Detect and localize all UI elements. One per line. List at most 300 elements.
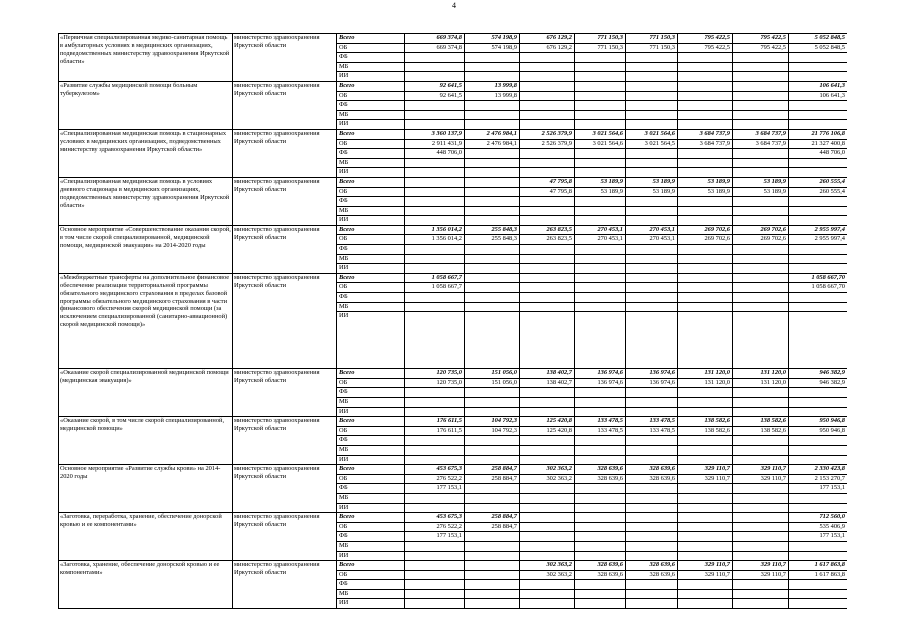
year-value-cell: 138 402,7: [520, 378, 575, 388]
year-value-cell: [678, 120, 733, 130]
total-value-cell: 950 946,8: [789, 417, 848, 427]
year-value-cell: 669 374,8: [405, 43, 465, 53]
year-value-cell: [465, 455, 520, 465]
year-value-cell: [626, 273, 678, 283]
year-value-cell: [520, 407, 575, 417]
year-value-cell: [520, 484, 575, 494]
year-value-cell: 3 684 737,9: [733, 139, 789, 149]
year-value-cell: [465, 177, 520, 187]
year-value-cell: [405, 62, 465, 72]
year-value-cell: [405, 445, 465, 455]
year-value-cell: [626, 445, 678, 455]
year-value-cell: 276 522,2: [405, 474, 465, 484]
funding-source: Всего: [337, 177, 405, 187]
year-value-cell: [465, 197, 520, 207]
year-value-cell: [405, 168, 465, 178]
year-value-cell: 53 189,9: [575, 187, 626, 197]
total-value-cell: 260 555,4: [789, 187, 848, 197]
total-value-cell: [789, 388, 848, 398]
year-value-cell: [465, 436, 520, 446]
year-value-cell: [520, 388, 575, 398]
year-value-cell: [465, 589, 520, 599]
year-value-cell: 53 189,9: [626, 187, 678, 197]
executor-name: министерство здравоохранения Иркутской области: [233, 369, 337, 417]
funding-source: Всего: [337, 81, 405, 91]
year-value-cell: 270 453,1: [626, 235, 678, 245]
activity-name: «Заготовка, переработка, хранение, обеспечение донорской кровью и ее компонентами»: [59, 513, 233, 561]
year-value-cell: 795 422,5: [733, 43, 789, 53]
year-value-cell: [626, 254, 678, 264]
year-value-cell: [626, 589, 678, 599]
year-value-cell: 255 848,3: [465, 235, 520, 245]
executor-name: министерство здравоохранения Иркутской области: [233, 81, 337, 129]
year-value-cell: 53 189,9: [733, 177, 789, 187]
year-value-cell: [405, 254, 465, 264]
year-value-cell: [678, 302, 733, 312]
year-value-cell: 138 582,6: [733, 417, 789, 427]
total-value-cell: [789, 216, 848, 226]
year-value-cell: 13 999,8: [465, 91, 520, 101]
year-value-cell: [575, 455, 626, 465]
year-value-cell: [520, 149, 575, 159]
year-value-cell: [678, 197, 733, 207]
year-value-cell: [575, 302, 626, 312]
total-value-cell: 260 555,4: [789, 177, 848, 187]
year-value-cell: [520, 158, 575, 168]
total-value-cell: [789, 589, 848, 599]
executor-name: министерство здравоохранения Иркутской области: [233, 561, 337, 609]
year-value-cell: 133 478,5: [575, 417, 626, 427]
year-value-cell: [405, 216, 465, 226]
budget-table-body: [59, 34, 848, 609]
funding-source: ОБ: [337, 283, 405, 293]
year-value-cell: [626, 91, 678, 101]
year-value-cell: [626, 216, 678, 226]
total-value-cell: [789, 293, 848, 303]
total-value-cell: 535 406,9: [789, 522, 848, 532]
year-value-cell: 3 684 737,9: [678, 139, 733, 149]
year-value-cell: [405, 436, 465, 446]
year-value-cell: [626, 168, 678, 178]
total-value-cell: [789, 312, 848, 369]
total-value-cell: [789, 53, 848, 63]
year-value-cell: 258 884,7: [465, 474, 520, 484]
year-value-cell: [733, 216, 789, 226]
table-row: [59, 177, 848, 187]
year-value-cell: [626, 455, 678, 465]
activity-name: Основное мероприятие «Совершенствование оказания скорой, в том числе скорой специализированной, медицинской помощи, медицинской эвакуации» на 2014-2020 годы: [59, 225, 233, 273]
year-value-cell: [733, 484, 789, 494]
year-value-cell: [465, 407, 520, 417]
budget-table-sheet: [58, 33, 847, 630]
year-value-cell: 1 058 667,7: [405, 283, 465, 293]
funding-source: МБ: [337, 302, 405, 312]
year-value-cell: 270 453,1: [575, 235, 626, 245]
year-value-cell: 302 363,2: [520, 474, 575, 484]
year-value-cell: [678, 91, 733, 101]
total-value-cell: [789, 245, 848, 255]
year-value-cell: [626, 53, 678, 63]
year-value-cell: 176 611,5: [405, 417, 465, 427]
year-value-cell: [678, 551, 733, 561]
year-value-cell: 3 021 564,5: [626, 139, 678, 149]
year-value-cell: 258 884,7: [465, 522, 520, 532]
funding-source: Всего: [337, 513, 405, 523]
year-value-cell: [405, 493, 465, 503]
funding-source: ФБ: [337, 580, 405, 590]
year-value-cell: [678, 110, 733, 120]
funding-source: ФБ: [337, 149, 405, 159]
year-value-cell: 269 702,6: [678, 235, 733, 245]
year-value-cell: [520, 254, 575, 264]
year-value-cell: [465, 445, 520, 455]
year-value-cell: [465, 493, 520, 503]
year-value-cell: 453 675,3: [405, 465, 465, 475]
year-value-cell: [520, 589, 575, 599]
year-value-cell: 255 848,3: [465, 225, 520, 235]
year-value-cell: [626, 484, 678, 494]
year-value-cell: [678, 81, 733, 91]
year-value-cell: 131 120,0: [733, 378, 789, 388]
year-value-cell: [626, 513, 678, 523]
activity-name: «Межбюджетные трансферты на дополнительное финансовое обеспечение реализации территориальной программы обязательного медицинского страхования в пределах базовой программы обязательного медицинского страхования в части финансового обеспечения скорой медицинской помощи (за исключением специализированной (санитарно-авиационной) скорой медицинской помощи)»: [59, 273, 233, 368]
year-value-cell: [575, 513, 626, 523]
year-value-cell: [575, 580, 626, 590]
year-value-cell: [405, 110, 465, 120]
year-value-cell: 302 363,2: [520, 570, 575, 580]
year-value-cell: [465, 206, 520, 216]
year-value-cell: 92 641,5: [405, 91, 465, 101]
year-value-cell: [733, 599, 789, 609]
year-value-cell: [575, 293, 626, 303]
year-value-cell: 47 795,8: [520, 177, 575, 187]
year-value-cell: [405, 561, 465, 571]
year-value-cell: [626, 503, 678, 513]
year-value-cell: [678, 388, 733, 398]
total-value-cell: [789, 541, 848, 551]
year-value-cell: [626, 120, 678, 130]
year-value-cell: [465, 62, 520, 72]
year-value-cell: [405, 187, 465, 197]
funding-source: МБ: [337, 206, 405, 216]
year-value-cell: 1 356 014,2: [405, 235, 465, 245]
year-value-cell: [733, 149, 789, 159]
year-value-cell: [733, 312, 789, 369]
year-value-cell: [678, 407, 733, 417]
year-value-cell: 328 639,6: [575, 570, 626, 580]
year-value-cell: 120 735,0: [405, 369, 465, 379]
year-value-cell: 177 153,1: [405, 484, 465, 494]
year-value-cell: [626, 81, 678, 91]
year-value-cell: [575, 91, 626, 101]
year-value-cell: 136 974,6: [575, 378, 626, 388]
year-value-cell: [465, 149, 520, 159]
year-value-cell: [678, 53, 733, 63]
funding-source: ИИ: [337, 455, 405, 465]
table-row: [59, 81, 848, 91]
year-value-cell: [465, 273, 520, 283]
total-value-cell: 1 617 863,8: [789, 570, 848, 580]
year-value-cell: [678, 455, 733, 465]
year-value-cell: 574 198,9: [465, 34, 520, 44]
year-value-cell: [575, 62, 626, 72]
year-value-cell: [678, 513, 733, 523]
year-value-cell: 448 706,0: [405, 149, 465, 159]
year-value-cell: [575, 120, 626, 130]
activity-name: «Развитие службы медицинской помощи больным туберкулезом»: [59, 81, 233, 129]
year-value-cell: [678, 149, 733, 159]
year-value-cell: [626, 62, 678, 72]
funding-source: ИИ: [337, 120, 405, 130]
funding-source: ИИ: [337, 503, 405, 513]
year-value-cell: [575, 312, 626, 369]
funding-source: ИИ: [337, 407, 405, 417]
year-value-cell: [733, 407, 789, 417]
year-value-cell: [405, 245, 465, 255]
year-value-cell: [678, 254, 733, 264]
year-value-cell: 669 374,8: [405, 34, 465, 44]
year-value-cell: 329 110,7: [678, 474, 733, 484]
funding-source: МБ: [337, 62, 405, 72]
year-value-cell: 328 639,6: [626, 570, 678, 580]
year-value-cell: [465, 302, 520, 312]
year-value-cell: [405, 388, 465, 398]
total-value-cell: [789, 455, 848, 465]
funding-source: МБ: [337, 541, 405, 551]
year-value-cell: [575, 149, 626, 159]
total-value-cell: [789, 407, 848, 417]
total-value-cell: 1 058 667,70: [789, 283, 848, 293]
table-row: [59, 129, 848, 139]
funding-source: ОБ: [337, 522, 405, 532]
funding-source: Всего: [337, 561, 405, 571]
year-value-cell: [626, 493, 678, 503]
year-value-cell: [678, 580, 733, 590]
year-value-cell: [520, 436, 575, 446]
year-value-cell: 3 021 564,6: [626, 129, 678, 139]
year-value-cell: [733, 62, 789, 72]
year-value-cell: [626, 302, 678, 312]
year-value-cell: [626, 532, 678, 542]
year-value-cell: [575, 532, 626, 542]
year-value-cell: [575, 245, 626, 255]
total-value-cell: 5 052 848,5: [789, 34, 848, 44]
year-value-cell: [626, 245, 678, 255]
total-value-cell: [789, 503, 848, 513]
year-value-cell: 258 884,7: [465, 465, 520, 475]
year-value-cell: [733, 120, 789, 130]
year-value-cell: [520, 493, 575, 503]
total-value-cell: 106 641,3: [789, 91, 848, 101]
funding-source: ФБ: [337, 436, 405, 446]
funding-source: ОБ: [337, 91, 405, 101]
year-value-cell: [465, 599, 520, 609]
year-value-cell: [733, 254, 789, 264]
year-value-cell: [678, 206, 733, 216]
total-value-cell: [789, 206, 848, 216]
year-value-cell: [465, 293, 520, 303]
year-value-cell: [626, 149, 678, 159]
year-value-cell: 3 684 737,9: [678, 129, 733, 139]
year-value-cell: [678, 599, 733, 609]
year-value-cell: [405, 264, 465, 274]
funding-source: ИИ: [337, 312, 405, 369]
year-value-cell: 302 363,2: [520, 465, 575, 475]
table-row: [59, 34, 848, 44]
funding-source: Всего: [337, 417, 405, 427]
year-value-cell: [520, 91, 575, 101]
year-value-cell: [626, 551, 678, 561]
year-value-cell: 53 189,9: [626, 177, 678, 187]
total-value-cell: [789, 302, 848, 312]
year-value-cell: 104 792,3: [465, 426, 520, 436]
total-value-cell: 21 776 106,8: [789, 129, 848, 139]
year-value-cell: [465, 53, 520, 63]
funding-source: ОБ: [337, 235, 405, 245]
total-value-cell: [789, 445, 848, 455]
total-value-cell: 2 330 423,8: [789, 465, 848, 475]
year-value-cell: [575, 158, 626, 168]
executor-name: министерство здравоохранения Иркутской области: [233, 225, 337, 273]
funding-source: ОБ: [337, 139, 405, 149]
year-value-cell: [465, 110, 520, 120]
year-value-cell: [733, 513, 789, 523]
year-value-cell: [465, 254, 520, 264]
year-value-cell: 329 110,7: [678, 570, 733, 580]
year-value-cell: [733, 53, 789, 63]
year-value-cell: [520, 541, 575, 551]
year-value-cell: [575, 503, 626, 513]
year-value-cell: [575, 398, 626, 408]
total-value-cell: 2 955 997,4: [789, 225, 848, 235]
year-value-cell: 136 974,6: [626, 369, 678, 379]
year-value-cell: [575, 216, 626, 226]
year-value-cell: 676 129,2: [520, 43, 575, 53]
year-value-cell: [575, 264, 626, 274]
year-value-cell: [626, 283, 678, 293]
year-value-cell: [733, 532, 789, 542]
year-value-cell: [575, 493, 626, 503]
year-value-cell: [405, 158, 465, 168]
year-value-cell: [626, 72, 678, 82]
funding-source: ИИ: [337, 264, 405, 274]
year-value-cell: 3 021 564,6: [575, 129, 626, 139]
year-value-cell: [465, 216, 520, 226]
year-value-cell: [520, 62, 575, 72]
funding-source: МБ: [337, 110, 405, 120]
year-value-cell: [733, 522, 789, 532]
year-value-cell: 151 056,0: [465, 378, 520, 388]
year-value-cell: [626, 197, 678, 207]
year-value-cell: [465, 312, 520, 369]
year-value-cell: [520, 445, 575, 455]
year-value-cell: [465, 570, 520, 580]
year-value-cell: [465, 388, 520, 398]
year-value-cell: [520, 503, 575, 513]
year-value-cell: [626, 398, 678, 408]
year-value-cell: 795 422,5: [678, 43, 733, 53]
year-value-cell: [520, 110, 575, 120]
year-value-cell: 795 422,5: [733, 34, 789, 44]
year-value-cell: 47 795,8: [520, 187, 575, 197]
year-value-cell: [626, 293, 678, 303]
year-value-cell: [733, 283, 789, 293]
year-value-cell: [626, 580, 678, 590]
year-value-cell: 131 120,0: [678, 369, 733, 379]
funding-source: ИИ: [337, 168, 405, 178]
executor-name: министерство здравоохранения Иркутской области: [233, 465, 337, 513]
year-value-cell: 120 735,0: [405, 378, 465, 388]
year-value-cell: [733, 197, 789, 207]
year-value-cell: 3 684 737,9: [733, 129, 789, 139]
year-value-cell: 771 150,3: [626, 34, 678, 44]
year-value-cell: [520, 312, 575, 369]
funding-source: ФБ: [337, 293, 405, 303]
year-value-cell: [520, 283, 575, 293]
total-value-cell: [789, 168, 848, 178]
total-value-cell: [789, 436, 848, 446]
year-value-cell: [678, 283, 733, 293]
total-value-cell: [789, 599, 848, 609]
year-value-cell: [520, 532, 575, 542]
year-value-cell: [520, 302, 575, 312]
total-value-cell: 21 327 400,8: [789, 139, 848, 149]
year-value-cell: [733, 589, 789, 599]
year-value-cell: [405, 312, 465, 369]
year-value-cell: [733, 493, 789, 503]
table-row: [59, 369, 848, 379]
year-value-cell: [733, 436, 789, 446]
year-value-cell: 269 702,6: [733, 225, 789, 235]
year-value-cell: [733, 503, 789, 513]
year-value-cell: [733, 398, 789, 408]
year-value-cell: 329 110,7: [733, 474, 789, 484]
year-value-cell: [678, 168, 733, 178]
year-value-cell: [405, 541, 465, 551]
year-value-cell: [465, 120, 520, 130]
table-row: [59, 273, 848, 283]
year-value-cell: [520, 455, 575, 465]
total-value-cell: 448 706,0: [789, 149, 848, 159]
table-row: [59, 417, 848, 427]
activity-name: «Оказание скорой, в том числе скорой специализированной, медицинской помощи»: [59, 417, 233, 465]
year-value-cell: [520, 599, 575, 609]
year-value-cell: [405, 599, 465, 609]
total-value-cell: [789, 120, 848, 130]
year-value-cell: [678, 445, 733, 455]
year-value-cell: 771 150,3: [575, 43, 626, 53]
year-value-cell: 263 823,5: [520, 235, 575, 245]
year-value-cell: 258 884,7: [465, 513, 520, 523]
year-value-cell: [678, 398, 733, 408]
year-value-cell: [626, 541, 678, 551]
total-value-cell: [789, 62, 848, 72]
year-value-cell: [575, 484, 626, 494]
year-value-cell: 328 639,6: [626, 465, 678, 475]
year-value-cell: [465, 283, 520, 293]
funding-source: ОБ: [337, 187, 405, 197]
year-value-cell: 3 360 137,9: [405, 129, 465, 139]
year-value-cell: [465, 264, 520, 274]
year-value-cell: [678, 503, 733, 513]
activity-name: «Специализированная медицинская помощь в условиях дневного стационара в медицинских организациях, подведомственных министерству здравоохранения Иркутской области»: [59, 177, 233, 225]
year-value-cell: 104 792,3: [465, 417, 520, 427]
year-value-cell: 329 110,7: [733, 561, 789, 571]
year-value-cell: 136 974,6: [626, 378, 678, 388]
funding-source: ОБ: [337, 378, 405, 388]
year-value-cell: 136 974,6: [575, 369, 626, 379]
year-value-cell: 269 702,6: [678, 225, 733, 235]
